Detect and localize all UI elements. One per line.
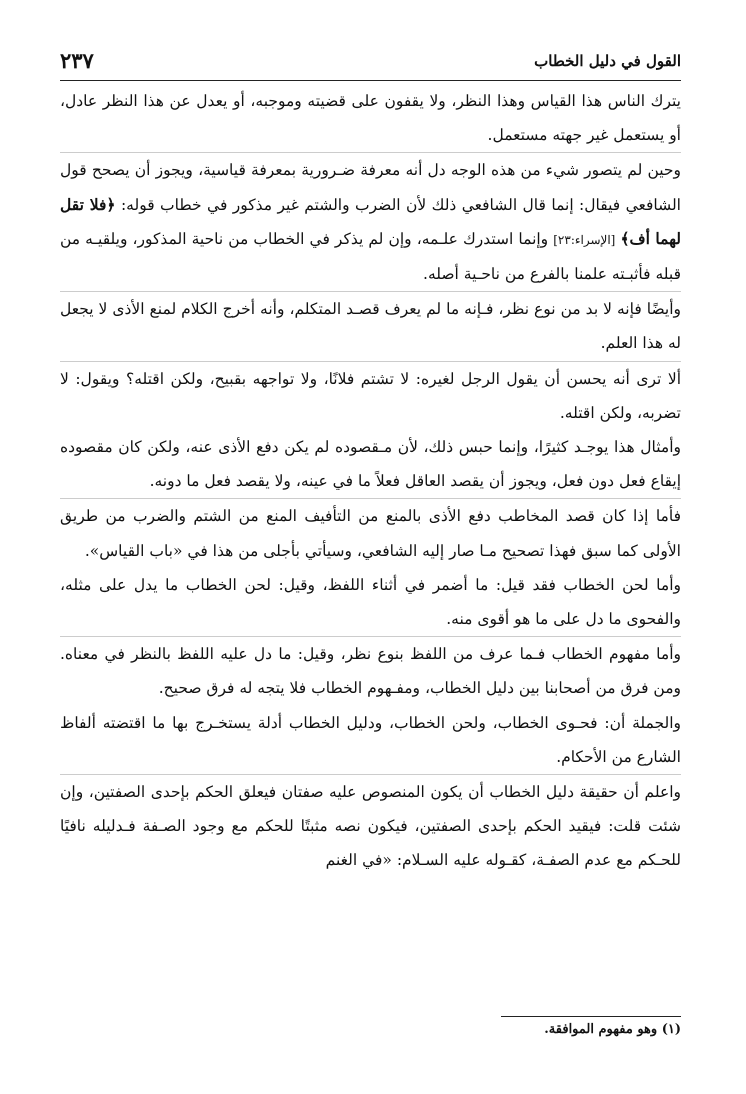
- paragraph: ألا ترى أنه يحسن أن يقول الرجل لغيره: لا تشتم فلانًا، ولا تواجهه بقبيح، ولكن اقتله؟ ويقول: لا تضربه، ولكن اقتله.: [60, 361, 681, 430]
- paragraph: [60, 152, 681, 291]
- header-title: القول في دليل الخطاب: [534, 52, 681, 70]
- paragraph: وأما مفهوم الخطاب فـما عرف من اللفظ بنوع نظر، وقيل: ما دل عليه اللفظ بالنظر في معناه. ومن فرق من أصحابنا بين دليل الخطاب، ومفـهوم الخطاب فلا يتجه له فرق صحيح.: [60, 636, 681, 705]
- quran-citation: [الإسراء:٢٣]: [553, 232, 616, 247]
- paragraph: واعلم أن حقيقة دليل الخطاب أن يكون المنصوص عليه صفتان فيعلق الحكم بإحدى الصفتين، وإن شئت قلت: فيقيد الحكم بإحدى الصفتين، فيكون نصه مثبتًا للحكم مع وجود الصـفة فـدليله نافيًا للحـكم مع عدم الصفـة، كقـوله عليه السـلام: «في الغنم: [60, 774, 681, 878]
- paragraph: فأما إذا كان قصد المخاطب دفع الأذى بالمنع من التأفيف المنع من الشتم والضرب من طريق الأولى كما سبق فهذا تصحيح مـا صار إليه الشافعي، وسيأتي بأجلى من هذا في «باب القياس».: [60, 498, 681, 567]
- paragraph-text: وإنما استدرك علـمه، وإن لم يذكر في الخطاب من ناحية المذكور، ويلقيـه من قبله فأثبـته علمنا بالفرع من ناحـية أصله.: [60, 229, 681, 284]
- page-number: ٢٣٧: [60, 48, 94, 73]
- paragraph: وأما لحن الخطاب فقد قيل: ما أضمر في أثناء اللفظ، وقيل: لحن الخطاب ما يدل على مثله، والفحوى ما دل على ما هو أقوى منه.: [60, 575, 681, 629]
- footnote: (١) وهو مفهوم الموافقة.: [544, 1022, 681, 1037]
- paragraph: وأمثال هذا يوجـد كثيرًا، وإنما حبس ذلك، لأن مـقصوده لم يكن دفع الأذى عنه، ولكن كان مقصوده إيقاع فعل دون فعل، ويجوز أن يقصد العاقل فعلاً ما في عينه، ولا يقصد فعل ما دونه.: [60, 438, 681, 491]
- footnote-divider: [501, 1016, 681, 1017]
- paragraph-text: وحين لم يتصور شيء من هذه الوجه دل أنه معرفة ضـرورية بمعرفة قياسية، ويجوز أن يصحح قول الشافعي فيقال: إنما قال الشافعي ذلك لأن الضرب والشتم غير مذكور في خطاب قوله:: [60, 161, 681, 214]
- paragraph: والجملة أن: فحـوى الخطاب، ولحن الخطاب، ودليل الخطاب أدلة يستخـرج بها ما اقتضته ألفاظ الشارع من الأحكام.: [60, 713, 681, 766]
- paragraph: يترك الناس هذا القياس وهذا النظر، ولا يقفون على قضيته وموجبه، أو يعدل عن هذا النظر عادل، أو يستعمل غير جهته مستعمل.: [60, 92, 681, 145]
- paragraph: وأيضًا فإنه لا بد من نوع نظر، فـإنه ما لم يعرف قصـد المتكلم، وأنه أخرج الكلام لمنع الأذى لا يجعل له هذا العلم.: [60, 291, 681, 360]
- running-header: [60, 40, 681, 81]
- quran-quote: ﴿فلا تقل لهما أف﴾: [60, 194, 681, 248]
- body-text: [60, 84, 681, 878]
